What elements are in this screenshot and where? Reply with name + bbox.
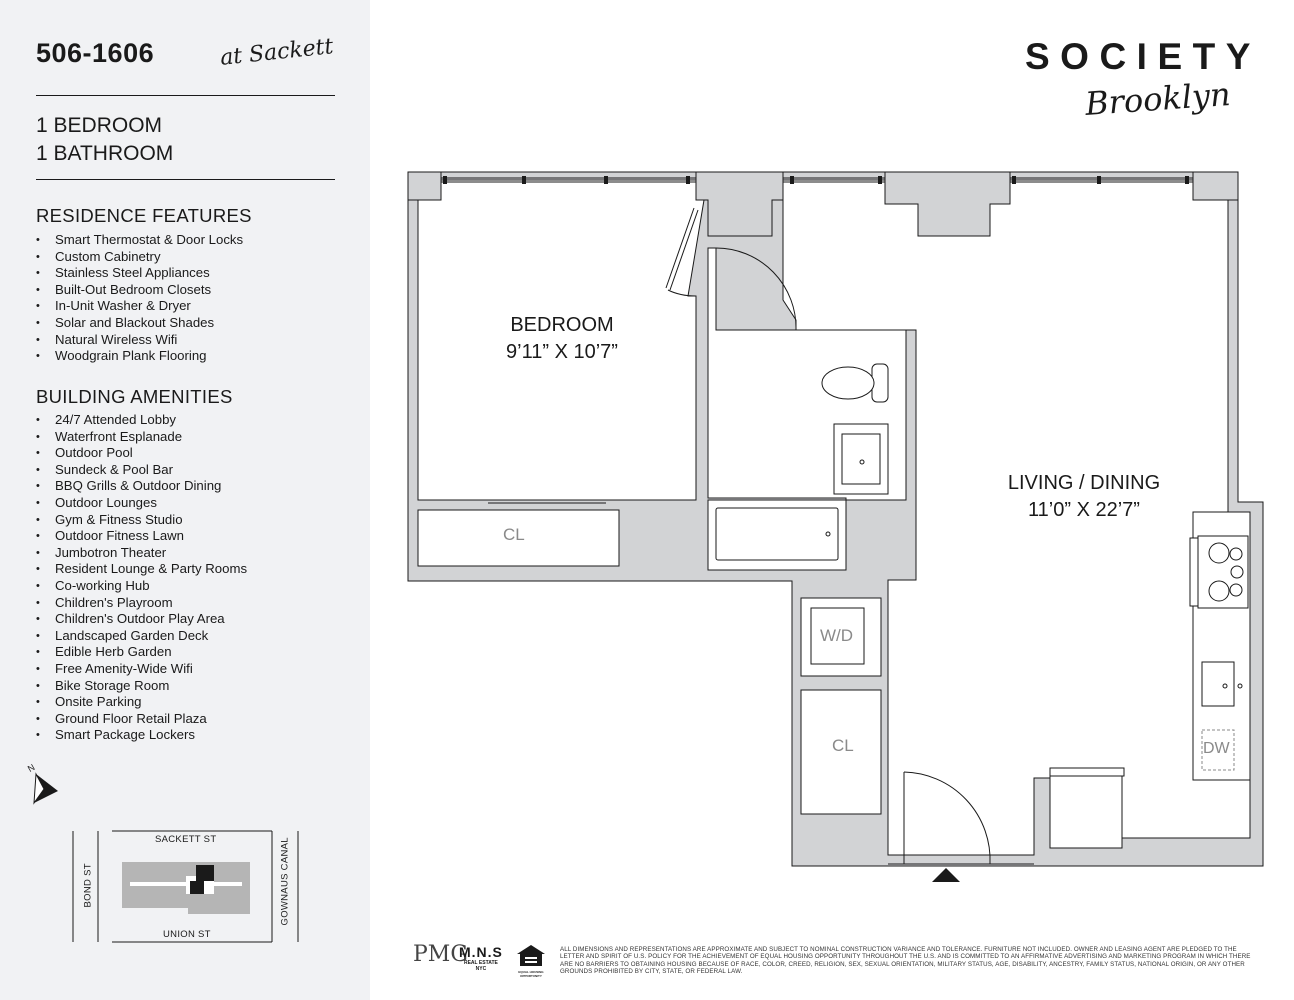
list-item: • Natural Wireless Wifi bbox=[36, 332, 243, 349]
brand-script: Brooklyn bbox=[1083, 74, 1232, 124]
living-label bbox=[984, 470, 1184, 524]
equal-housing-text: EQUAL HOUSING OPPORTUNITY bbox=[518, 970, 544, 978]
column bbox=[696, 172, 783, 236]
list-item: • Smart Thermostat & Door Locks bbox=[36, 232, 243, 249]
list-item: • Sundeck & Pool Bar bbox=[36, 462, 247, 479]
unit-number: 506-1606 bbox=[36, 38, 155, 68]
street-label-north: SACKETT ST bbox=[155, 834, 217, 845]
building-script-logo: at Sackett bbox=[219, 34, 335, 71]
list-item: • Gym & Fitness Studio bbox=[36, 512, 247, 529]
bedroom-count: 1 BEDROOM bbox=[36, 114, 163, 137]
refrigerator-icon bbox=[1050, 768, 1124, 848]
mns-subtitle: REAL ESTATE bbox=[463, 960, 498, 966]
list-item: • Edible Herb Garden bbox=[36, 644, 247, 661]
list-item: • Resident Lounge & Party Rooms bbox=[36, 561, 247, 578]
washer-dryer-label: W/D bbox=[820, 626, 854, 645]
list-item: • Solar and Blackout Shades bbox=[36, 315, 243, 332]
bedroom-name: BEDROOM bbox=[510, 314, 614, 336]
bedroom-closet-label: CL bbox=[503, 525, 525, 544]
mns-name: M.N.S bbox=[459, 944, 503, 960]
house-icon bbox=[516, 944, 546, 966]
brand-logo: SOCIETY bbox=[1025, 36, 1261, 77]
bedroom-label bbox=[480, 312, 644, 366]
list-item: • Outdoor Fitness Lawn bbox=[36, 528, 247, 545]
list-item: • Woodgrain Plank Flooring bbox=[36, 348, 243, 365]
street-label-west: BOND ST bbox=[82, 863, 94, 908]
entry-arrow-icon bbox=[932, 868, 960, 882]
building-amenities-heading: BUILDING AMENITIES bbox=[36, 386, 233, 407]
list-item: • Landscaped Garden Deck bbox=[36, 628, 247, 645]
list-item: • Children's Playroom bbox=[36, 595, 247, 612]
list-item: • Onsite Parking bbox=[36, 694, 247, 711]
bathtub-icon bbox=[716, 508, 838, 560]
list-item: • Children's Outdoor Play Area bbox=[36, 611, 247, 628]
list-item: • Outdoor Pool bbox=[36, 445, 247, 462]
stove-icon bbox=[1190, 536, 1248, 608]
pmg-logo: PMG bbox=[413, 942, 468, 967]
mns-city: NYC bbox=[475, 966, 487, 972]
list-item: • Waterfront Esplanade bbox=[36, 429, 247, 446]
list-item: • Stainless Steel Appliances bbox=[36, 265, 243, 282]
street-label-south: UNION ST bbox=[163, 929, 211, 940]
mns-logo bbox=[459, 944, 503, 972]
list-item: • Custom Cabinetry bbox=[36, 249, 243, 266]
list-item: • BBQ Grills & Outdoor Dining bbox=[36, 478, 247, 495]
column bbox=[408, 172, 441, 200]
column bbox=[1193, 172, 1238, 200]
list-item: • Co-working Hub bbox=[36, 578, 247, 595]
list-item: • Jumbotron Theater bbox=[36, 545, 247, 562]
dishwasher-label: DW bbox=[1203, 740, 1230, 757]
living-name: LIVING / DINING bbox=[1007, 472, 1161, 494]
list-item: • Smart Package Lockers bbox=[36, 727, 247, 744]
equal-housing-logo bbox=[515, 944, 547, 978]
list-item: • Outdoor Lounges bbox=[36, 495, 247, 512]
list-item: • Bike Storage Room bbox=[36, 678, 247, 695]
living-dimensions: 11’0” X 22’7” bbox=[1028, 499, 1140, 521]
bathroom-sink-icon bbox=[834, 424, 888, 494]
list-item: • Free Amenity-Wide Wifi bbox=[36, 661, 247, 678]
list-item: • Built-Out Bedroom Closets bbox=[36, 282, 243, 299]
legal-disclaimer: ALL DIMENSIONS AND REPRESENTATIONS ARE APPROXIMATE AND SUBJECT TO NOMINAL CONSTRUCTION VARIANCE AND TOLERANCE. FURNITURE NOT INCLUDED. OWNER AND LEASING AGENT ARE PLEDGED TO THE LETTER AND SPIRIT OF U.S. POLICY FOR THE ACHIEVEMENT OF EQUAL HOUSING OPPORTUNITY THROUGHOUT THE U.S. AND IS COMMITTED TO AN AFFIRMATIVE ADVERTISING AND MARKETING PROGRAM IN WHICH THERE ARE NO BARRIERS TO OBTAINING HOUSING BECAUSE OF RACE, COLOR, CREED, RELIGION, SEX, SEXUAL ORIENTATION, MILITARY STATUS, AGE, DISABILITY, ANCESTRY, FAMILY STATUS, NATIONAL ORIGIN, OR ANY OTHER GROUNDS PROHIBITED BY CITY, STATE, OR FEDERAL LAW. bbox=[560, 946, 1251, 976]
list-item: • Ground Floor Retail Plaza bbox=[36, 711, 247, 728]
compass-north-label: N bbox=[25, 762, 37, 774]
list-item: • In-Unit Washer & Dryer bbox=[36, 298, 243, 315]
bedroom-dimensions: 9’11” X 10’7” bbox=[506, 341, 618, 363]
list-item: • 24/7 Attended Lobby bbox=[36, 412, 247, 429]
coat-closet-label: CL bbox=[832, 736, 854, 755]
street-label-east: GOWNAUS CANAL bbox=[279, 837, 291, 926]
residence-features-heading: RESIDENCE FEATURES bbox=[36, 205, 252, 226]
bathroom-count: 1 BATHROOM bbox=[36, 142, 174, 165]
